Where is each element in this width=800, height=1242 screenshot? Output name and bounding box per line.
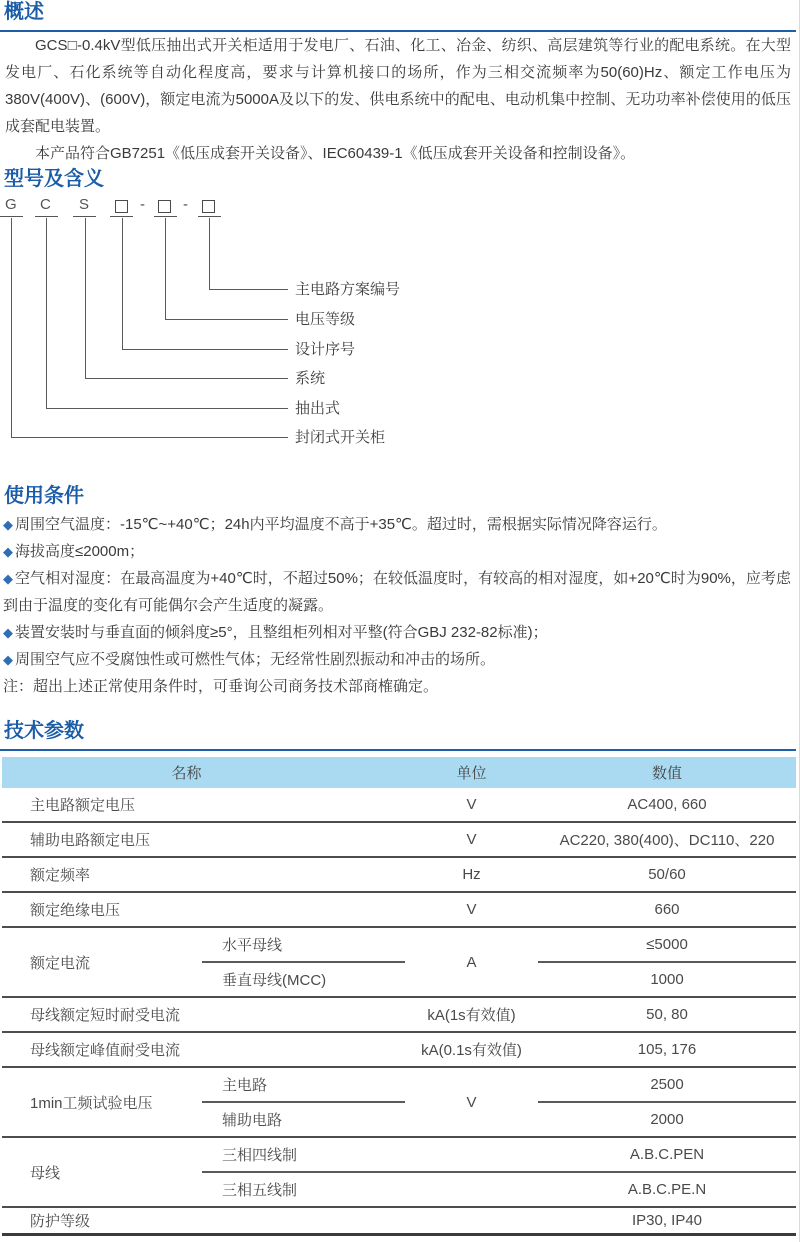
cell-sub-label: 主电路 — [202, 1068, 405, 1103]
sub-label-column — [202, 928, 405, 996]
cell-sub-label: 辅助电路 — [222, 1112, 283, 1129]
cell-unit: kA(0.1s有效值) — [421, 1042, 522, 1059]
cell-unit: V — [466, 831, 477, 848]
diamond-bullet-icon: ◆ — [3, 517, 13, 532]
diagram-label-withdrawable: 抽出式 — [295, 400, 341, 417]
cell-name: 额定电流 — [30, 954, 91, 972]
cell-sub-label: 水平母线 — [202, 928, 405, 963]
cell-unit: V — [466, 901, 477, 918]
technical-parameters-table — [2, 757, 796, 1236]
condition-item — [3, 538, 791, 565]
sub-label-column — [202, 1068, 405, 1136]
cell-value: ≤5000 — [538, 928, 796, 963]
cell-value: A.B.C.PE.N — [627, 1181, 707, 1198]
sub-label-column — [202, 1138, 405, 1206]
cell-unit — [405, 1208, 538, 1233]
diamond-bullet-icon: ◆ — [3, 652, 13, 667]
cell-unit: kA(1s有效值) — [427, 1007, 516, 1024]
cell-name: 母线额定峰值耐受电流 — [30, 1042, 181, 1059]
symbol-underline — [198, 216, 221, 217]
model-box-icon — [158, 200, 171, 213]
model-box-icon — [115, 200, 128, 213]
cell-value: 2000 — [650, 1111, 684, 1128]
cell-name: 母线 — [30, 1164, 61, 1182]
table-header-row — [2, 757, 796, 788]
diagram-label-design-serial: 设计序号 — [295, 341, 356, 358]
model-box-icon — [202, 200, 215, 213]
cell-value: 660 — [654, 901, 680, 918]
model-letter-s: S — [79, 196, 90, 213]
diamond-bullet-icon: ◆ — [3, 571, 14, 586]
condition-item — [3, 619, 791, 646]
symbol-underline — [0, 216, 23, 217]
table-row — [2, 823, 796, 858]
cell-unit — [405, 1138, 538, 1173]
cell-value: 2500 — [538, 1068, 796, 1103]
cell-value: A.B.C.PEN — [538, 1138, 796, 1173]
cell-name: 额定绝缘电压 — [30, 902, 121, 919]
cell-name: 辅助电路额定电压 — [30, 832, 151, 849]
diagram-label-main-circuit-scheme: 主电路方案编号 — [295, 281, 401, 298]
cell-sub-label: 三相五线制 — [222, 1182, 298, 1199]
condition-item — [3, 511, 791, 538]
model-dash: - — [183, 196, 188, 213]
model-letter-g: G — [5, 196, 17, 213]
symbol-underline — [110, 216, 133, 217]
model-letter-c: C — [40, 196, 51, 213]
cell-name: 主电路额定电压 — [30, 797, 136, 814]
cell-value: AC400, 660 — [627, 796, 707, 813]
table-row — [2, 998, 796, 1033]
column-header-value: 数值 — [651, 765, 682, 782]
condition-text: 空气相对湿度：在最高温度为+40℃时，不超过50%；在较低温度时，有较高的相对湿度，如+20℃时为90%，应考虑到由于温度的变化有可能偶尔会产生适度的凝露。 — [3, 570, 791, 614]
cell-unit: V — [466, 796, 477, 813]
cell-name: 母线额定短时耐受电流 — [30, 1007, 181, 1024]
condition-text: 周围空气应不受腐蚀性或可燃性气体；无经常性剧烈振动和冲击的场所。 — [15, 651, 496, 668]
condition-text: 海拔高度≤2000m； — [15, 543, 145, 560]
table-row — [2, 788, 796, 823]
diamond-bullet-icon: ◆ — [3, 544, 13, 559]
model-dash: - — [140, 196, 145, 213]
overview-paragraph-2: 本产品符合GB7251《低压成套开关设备》、IEC60439-1《低压成套开关设备和控制设备》。 — [35, 145, 636, 162]
cell-name: 防护等级 — [30, 1213, 91, 1230]
cell-unit — [405, 1173, 538, 1206]
cell-unit: V — [466, 1093, 477, 1111]
diagram-label-enclosed-switchgear: 封闭式开关柜 — [295, 429, 386, 446]
table-row-rated-current — [2, 928, 796, 998]
conditions-note: 注：超出上述正常使用条件时，可垂询公司商务技术部商榷确定。 — [3, 678, 439, 695]
condition-text: 装置安装时与垂直面的倾斜度≥5°，且整组柜列相对平整(符合GBJ 232-82标准)； — [15, 624, 548, 641]
table-row — [2, 893, 796, 928]
cell-sub-label: 三相四线制 — [202, 1138, 405, 1173]
cell-value: IP30, IP40 — [631, 1212, 703, 1229]
usage-conditions-list — [3, 511, 791, 700]
cell-unit: Hz — [462, 866, 481, 883]
table-row-protection-degree — [2, 1208, 796, 1236]
table-row-busbar — [2, 1138, 796, 1208]
symbol-underline — [154, 216, 177, 217]
section-heading-model-meaning: 型号及含义 — [4, 168, 104, 190]
condition-item — [3, 646, 791, 673]
condition-item — [3, 565, 791, 619]
symbol-underline — [35, 216, 58, 217]
diagram-label-voltage-grade: 电压等级 — [295, 311, 356, 328]
value-column — [538, 1138, 796, 1206]
table-row — [2, 858, 796, 893]
table-row-test-voltage — [2, 1068, 796, 1138]
value-column — [538, 928, 796, 996]
cell-value: 105, 176 — [637, 1041, 697, 1058]
column-header-unit: 单位 — [456, 765, 487, 782]
diamond-bullet-icon: ◆ — [3, 625, 13, 640]
diagram-connector-line — [11, 218, 288, 438]
overview-text-block — [5, 32, 791, 167]
cell-value: 50/60 — [648, 866, 686, 883]
unit-column-empty — [405, 1138, 538, 1206]
cell-value: AC220, 380(400)、DC110、220 — [559, 832, 775, 849]
cell-unit: A — [466, 953, 477, 971]
condition-text: 周围空气温度：-15℃~+40℃；24h内平均温度不高于+35℃。超过时，需根据实际情况降容运行。 — [15, 516, 667, 533]
cell-value: 50, 80 — [646, 1006, 688, 1023]
cell-name: 额定频率 — [30, 867, 91, 884]
section-heading-overview: 概述 — [0, 1, 796, 32]
section-heading-technical-parameters: 技术参数 — [0, 720, 796, 751]
cell-value: 1000 — [650, 971, 684, 988]
model-designation-diagram — [0, 196, 620, 458]
diagram-label-system: 系统 — [295, 370, 326, 387]
overview-paragraph-1: GCS□-0.4kV型低压抽出式开关柜适用于发电厂、石油、化工、冶金、纺织、高层建筑等行业的配电系统。在大型发电厂、石化系统等自动化程度高，要求与计算机接口的场所，作为三相交流频率为50(60)Hz、额定工作电压为380V(400V)、(600V)，额定电流为5000A及以下的发、供电系统中的配电、电动机集中控制、无功功率补偿使用的低压成套配电装置。 — [5, 37, 791, 135]
symbol-underline — [73, 216, 96, 217]
section-heading-usage-conditions: 使用条件 — [4, 485, 84, 507]
cell-sub-label: 垂直母线(MCC) — [222, 972, 327, 989]
cell-name: 1min工频试验电压 — [30, 1094, 153, 1112]
value-column — [538, 1068, 796, 1136]
column-header-name: 名称 — [171, 765, 202, 782]
table-row — [2, 1033, 796, 1068]
